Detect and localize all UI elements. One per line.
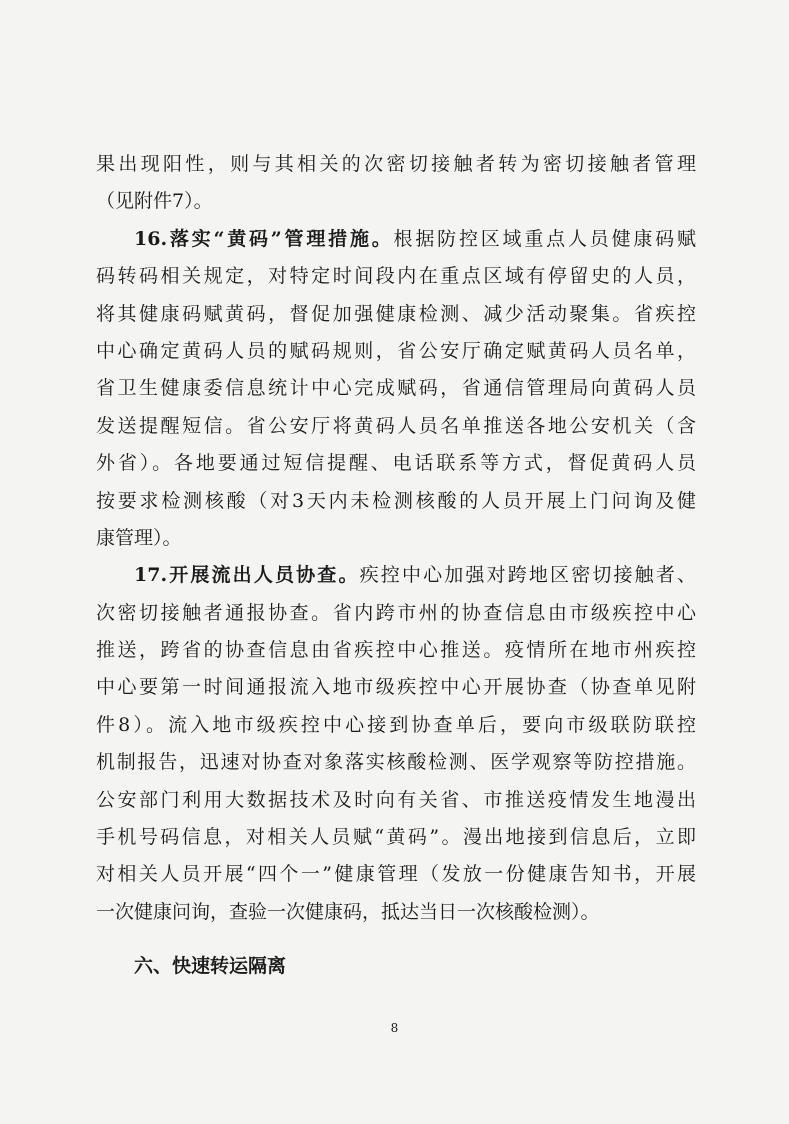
line-text: 疾控中心加强对跨地区密切接触者、: [359, 564, 696, 587]
text-line: [96, 183, 696, 220]
body-text: [96, 146, 696, 931]
line-text: 发送提醒短信。省公安厅将黄码人员名单推送各地公安机关（含: [96, 414, 696, 437]
line-text: 对相关人员开展“四个一”健康管理（发放一份健康告知书，开展: [96, 863, 696, 886]
line-text: 将其健康码赋黄码，督促加强健康检测、减少活动聚集。省疾控: [96, 302, 696, 325]
page-number: 8: [390, 1021, 399, 1035]
line-text: 果出现阳性，则与其相关的次密切接触者转为密切接触者管理: [96, 153, 696, 175]
line-text: 机制报告，迅速对协查对象落实核酸检测、医学观察等防控措施。: [96, 751, 696, 774]
section-heading: 六、快速转运隔离: [134, 955, 287, 977]
line-text: 一次健康问询，查验一次健康码，抵达当日一次核酸检测）。: [96, 900, 600, 923]
text-line: [96, 819, 696, 856]
text-line: [96, 669, 696, 706]
text-line: [96, 146, 696, 183]
text-line: [96, 782, 696, 819]
line-text: 公安部门利用大数据技术及时向有关省、市推送疫情发生地漫出: [96, 788, 696, 811]
line-text: 省卫生健康委信息统计中心完成赋码，省通信管理局向黄码人员: [96, 377, 696, 400]
line-text: 康管理）。: [96, 526, 182, 549]
text-line: [96, 258, 696, 295]
text-line: [96, 894, 696, 931]
text-line: [96, 370, 696, 407]
text-line: [96, 632, 696, 669]
line-text: 中心确定黄码人员的赋码规则，省公安厅确定赋黄码人员名单，: [96, 339, 696, 362]
text-line: [96, 707, 696, 744]
item-title: 17.开展流出人员协查。: [134, 564, 360, 587]
line-text: 根据防控区域重点人员健康码赋: [393, 227, 696, 250]
text-line: [96, 296, 696, 333]
text-line: [96, 595, 696, 632]
line-text: 次密切接触者通报协查。省内跨市州的协查信息由市级疾控中心: [96, 601, 696, 624]
line-text: （见附件7）。: [96, 190, 213, 213]
text-line: [96, 483, 696, 520]
line-text: 手机号码信息，对相关人员赋“黄码”。漫出地接到信息后，立即: [96, 826, 696, 849]
text-line: [96, 856, 696, 893]
line-text: 中心要第一时间通报流入地市级疾控中心开展协查（协查单见附: [96, 676, 696, 699]
line-text: 外省）。各地要通过短信提醒、电话联系等方式，督促黄码人员: [96, 452, 696, 475]
text-line: [96, 557, 696, 594]
line-text: 按要求检测核酸（对3天内未检测核酸的人员开展上门问询及健: [96, 489, 696, 512]
text-line: [96, 333, 696, 370]
line-text: 码转码相关规定，对特定时间段内在重点区域有停留史的人员，: [96, 265, 696, 288]
item-title: 16.落实“黄码”管理措施。: [134, 227, 394, 250]
line-text: 件8）。流入地市级疾控中心接到协查单后，要向市级联防联控: [96, 713, 696, 736]
text-line: [96, 520, 696, 557]
text-line: [96, 408, 696, 445]
text-line: [96, 221, 696, 258]
text-line: [96, 744, 696, 781]
text-line: [96, 445, 696, 482]
line-text: 推送，跨省的协查信息由省疾控中心推送。疫情所在地市州疾控: [96, 639, 696, 662]
